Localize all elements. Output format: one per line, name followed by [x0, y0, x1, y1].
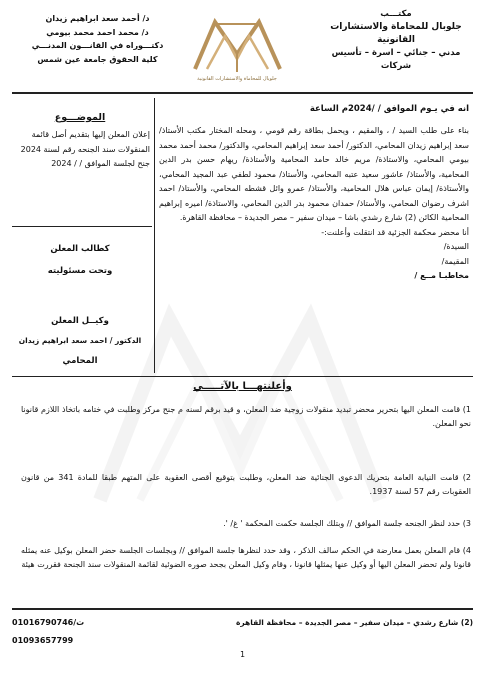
date-line: انه في يـوم الموافق / /2024م الساعة: [309, 104, 469, 114]
body-divider: [12, 376, 473, 377]
item-3: 3) حدد لنظر الجنحه جلسة الموافق // وبتلك الجلسة حكمت المحكمة ' غ/ '.: [223, 519, 471, 528]
lawyers-header: [10, 12, 185, 66]
addressed-to-line: مخاطبـا مــع /: [414, 271, 469, 280]
subject-title: الموضـــوع: [54, 112, 106, 123]
lawyer-name-2: د/ محمد احمد محمد بيومي: [46, 27, 149, 37]
university-line: كلية الحقوق جامعة عين شمس: [37, 54, 158, 64]
column-divider: [154, 98, 155, 373]
phone-2: 01093657799: [12, 636, 74, 645]
subject-text: إعلان المعلن إليها بتقديم أصل قائمة المنقولات سند الجنحه رقم لسنة 2024 جنح لجلسة الموافق / / 2024: [20, 130, 150, 168]
item-4: 4) قام المعلن بعمل معارضة في الحكم سالف الذكر ، وقد حدد لنظرها جلسة الموافق // وبجلسات الجلسة حضر المعلن بوكيل عنه يمثله قانونا ولم تحضر المعلن اليها أو وكيل عنها يمثلها قانونا ، وقام وكيل المعلن بجحد صوره الضوئية لقائمة المنقولات سند الجنحة فقررت هيئة: [21, 546, 471, 569]
header-divider: [12, 92, 473, 94]
item-2: 2) قامت النيابة العامة بتحريك الدعوى الجنائية ضد المعلن، وطلبت بتوقيع أقصى العقوبة على المتهم طبقا للمادة 341 من قانون العقوبات رقم 57 لسنة 1937.: [21, 473, 471, 496]
request-body: [159, 124, 469, 284]
logo-icon: [185, 14, 290, 84]
agent-role: المحامي: [62, 356, 98, 366]
office-specialties: مدني – جنائي – اسرة – تأسيس شركات: [331, 48, 461, 71]
subject-divider: [12, 226, 152, 227]
footer-divider: [12, 608, 473, 610]
item-1: 1) قامت المعلن اليها بتحرير محضر تبديد منقولات زوجية ضد المعلن، و قيد برقم لسنه م جنح مركز وطلبت في ختامه باتخاذ اللازم قانونا نحو المعلن.: [21, 405, 471, 428]
bailiff-line: أنا محضر محكمة الجزئية قد انتقلت وأعلنت:-: [321, 227, 469, 237]
office-header: [321, 8, 471, 73]
agent-title: وكيــل المعلن: [51, 316, 109, 326]
agent-name: الدكتور / احمد سعد ابراهيم زيدان: [18, 336, 142, 345]
footer-phones: [12, 614, 84, 650]
recipient-line: السيدة/: [443, 242, 469, 251]
degree-line: دكتـــوراه في القانـــون المدنـــي: [31, 41, 164, 50]
announce-title: وأعلنتهـــا بالآتـــــي: [193, 381, 292, 392]
lawyer-name-1: د/ أحمد سعد ابراهيم زيدان: [45, 14, 150, 23]
phone-1: ت/01016790746: [12, 618, 85, 627]
footer-address: (2) شارع رشدي – ميدان سفير – مصر الجديدة – محافظة القاهرة: [235, 618, 473, 627]
requester-subtitle: وتحت مسئوليته: [47, 266, 113, 276]
residence-line: المقيمة/: [441, 256, 469, 266]
office-header-line1: مكتـــب: [380, 9, 412, 19]
firm-logo: [185, 14, 290, 84]
requester-title: كطالب المعلن: [50, 244, 110, 254]
office-name: جلوبال للمحاماة والاستشارات القانونية: [330, 22, 462, 45]
logo-caption: جلوبال للمحاماة والاستشارات القانونية: [197, 76, 277, 82]
request-paragraph: بناء على طلب السيد / ، والمقيم ، ويحمل بطاقة رقم قومي ، ومحله المختار مكتب الأستاذ/ سعد إبراهيم زيدان المحامي، الدكتور/ أحمد سعد إبراهيم المحامي، والدكتور/ محمد أحمد محمد بيومي المحامي، والاستاذة/ مريم خالد حامد المحامية والأستاذة/ ريهام حسن بدر الدين المحامية، والأستاذ/ عاشور سعيد عتبه المحامي، والأستاذ/ محمود لطفي عبد المجيد المحامي، والأستاذة/ إيمان عباس هلال المحامية، والأستاذ/ عمرو وائل قشطه المحامي، والأستاذ/ احمد اشرف رضوان المحامي، والأستاذ/ حمدان محمود بدر الدين المحامي، والاستاذة/ اميره إبراهيم المحامية الكائن (2) شارع رشدي باشا – ميدان سفير – مصر الجديدة – محافظة القاهرة.: [159, 126, 469, 222]
page-number: 1: [239, 650, 246, 659]
